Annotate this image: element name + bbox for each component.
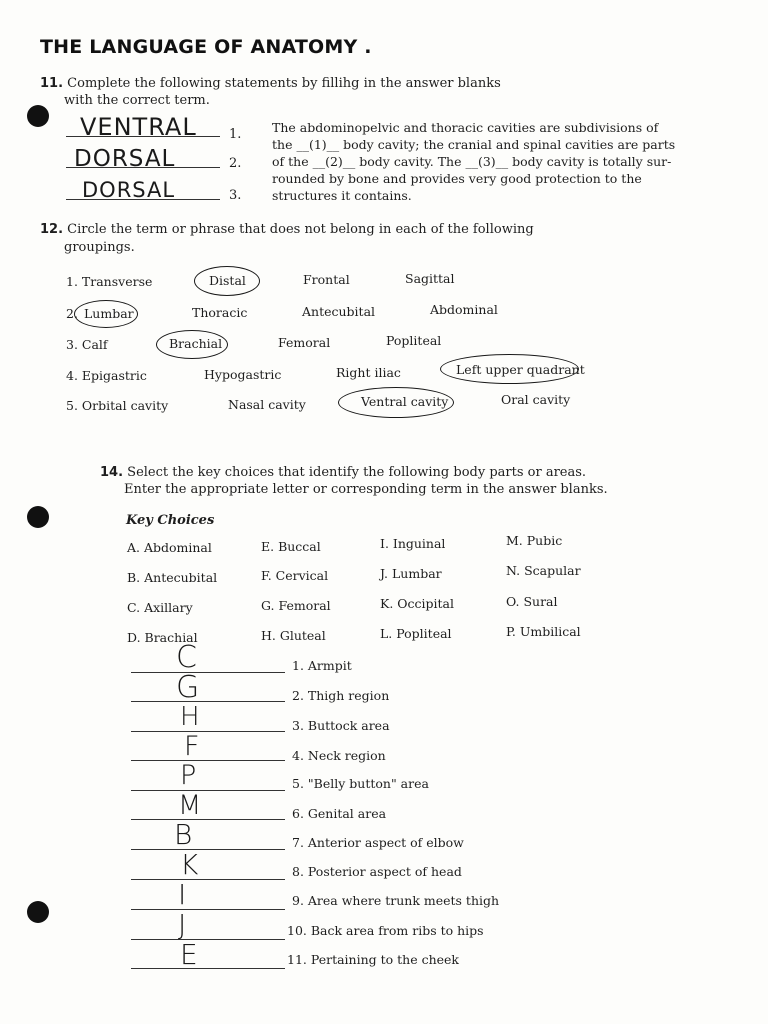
- q12-r5-c1: 5. Orbital cavity: [66, 398, 169, 413]
- q14-answer-line-2[interactable]: [131, 701, 285, 702]
- binder-hole-top: [27, 105, 49, 127]
- q14-answer-6: M: [178, 790, 203, 821]
- q12-r3-c3: Femoral: [278, 335, 331, 350]
- key-i: I. Inguinal: [380, 536, 446, 551]
- q12-r2-c3: Thoracic: [192, 305, 248, 320]
- key-m: M. Pubic: [506, 533, 563, 548]
- q14-item-text-2: 2. Thigh region: [292, 688, 390, 703]
- key-c: C. Axillary: [127, 600, 193, 615]
- key-e: E. Buccal: [261, 539, 321, 554]
- q11-answer-1: VENTRAL: [80, 113, 197, 141]
- key-j: J. Lumbar: [380, 566, 442, 581]
- q14-answer-10: J: [178, 908, 188, 941]
- key-choices-title: Key Choices: [126, 513, 215, 528]
- q14-item-text-1: 1. Armpit: [292, 658, 352, 673]
- page-title: THE LANGUAGE OF ANATOMY .: [40, 36, 372, 58]
- q14-item-text-8: 8. Posterior aspect of head: [292, 864, 462, 879]
- q14-item-text-3: 3. Buttock area: [292, 718, 390, 733]
- q12-r3-c1: 3. Calf: [66, 337, 108, 352]
- q11-text-3: of the __(2)__ body cavity. The __(3)__ body cavity is totally sur-: [272, 154, 672, 169]
- q14-answer-line-4[interactable]: [131, 760, 285, 761]
- q14-answer-line-7[interactable]: [131, 849, 285, 850]
- q12-r5-c4: Oral cavity: [501, 392, 571, 407]
- q11-num-2: 2.: [229, 156, 242, 171]
- q12-r4-c4: Left upper quadrant: [456, 362, 585, 377]
- q12-r5-c3: Ventral cavity: [361, 394, 449, 409]
- q12-r4-c1: 4. Epigastric: [66, 368, 147, 383]
- q12-r3-c4: Popliteal: [386, 333, 442, 348]
- q12-prompt-line2: groupings.: [64, 240, 135, 255]
- q14-item-text-9: 9. Area where trunk meets thigh: [292, 893, 500, 908]
- q12-r2-c1: 2.: [66, 306, 78, 321]
- q14-answer-line-11[interactable]: [131, 968, 285, 969]
- q11-text-5: structures it contains.: [272, 188, 412, 203]
- q11-answer-3: DORSAL: [82, 178, 176, 202]
- q14-answer-8: K: [180, 848, 200, 881]
- q14-answer-5: P: [180, 760, 198, 791]
- q12-r2-c5: Abdominal: [430, 302, 498, 317]
- q11-number: 11.: [40, 76, 64, 91]
- q12-r1-c1: 1. Transverse: [66, 274, 153, 289]
- q12-number: 12.: [40, 222, 64, 237]
- q12-r2-c4: Antecubital: [302, 304, 376, 319]
- q12-r1-c3: Frontal: [303, 272, 350, 287]
- binder-hole-bottom: [27, 901, 49, 923]
- q14-answer-line-6[interactable]: [131, 819, 285, 820]
- q11-text-4: rounded by bone and provides very good protection to the: [272, 171, 642, 186]
- q11-prompt-line1: 11. Complete the following statements by fillihg in the answer blanks: [40, 76, 501, 91]
- q14-answer-9: I: [178, 878, 188, 911]
- q14-answer-line-5[interactable]: [131, 790, 285, 791]
- key-a: A. Abdominal: [127, 540, 212, 555]
- q14-item-text-4: 4. Neck region: [292, 748, 386, 763]
- q14-answer-1: C: [176, 640, 198, 675]
- q14-item-text-6: 6. Genital area: [292, 806, 387, 821]
- q14-prompt-line1: 14. Select the key choices that identify the following body parts or areas.: [100, 465, 587, 480]
- q14-answer-3: H: [180, 702, 201, 732]
- key-n: N. Scapular: [506, 563, 581, 578]
- q11-num-3: 3.: [229, 188, 242, 203]
- key-d: D. Brachial: [127, 630, 198, 645]
- binder-hole-middle: [27, 506, 49, 528]
- key-k: K. Occipital: [380, 596, 455, 611]
- q14-item-text-10: 10. Back area from ribs to hips: [287, 923, 484, 938]
- key-l: L. Popliteal: [380, 626, 452, 641]
- q14-item-text-7: 7. Anterior aspect of elbow: [292, 835, 464, 850]
- key-b: B. Antecubital: [127, 570, 218, 585]
- q11-num-1: 1.: [229, 127, 242, 142]
- q11-text-2: the __(1)__ body cavity; the cranial and spinal cavities are parts: [272, 137, 676, 152]
- key-p: P. Umbilical: [506, 624, 581, 639]
- q14-number: 14.: [100, 465, 124, 480]
- q14-answer-4: F: [184, 731, 201, 762]
- q12-r1-c2: Distal: [209, 273, 246, 288]
- q12-prompt-line1: 12. Circle the term or phrase that does not belong in each of the following: [40, 222, 534, 237]
- q11-prompt-line2: with the correct term.: [64, 93, 210, 108]
- q11-answer-2: DORSAL: [74, 146, 176, 172]
- q12-r4-c3: Right iliac: [336, 365, 401, 380]
- q14-answer-line-1[interactable]: [131, 672, 285, 673]
- key-h: H. Gluteal: [261, 628, 326, 643]
- q14-answer-line-8[interactable]: [131, 879, 285, 880]
- q14-answer-line-3[interactable]: [131, 731, 285, 732]
- key-o: O. Sural: [506, 594, 558, 609]
- key-f: F. Cervical: [261, 568, 329, 583]
- q14-item-text-11: 11. Pertaining to the cheek: [287, 952, 460, 967]
- q14-answer-7: B: [174, 818, 194, 851]
- q12-r3-c2: Brachial: [169, 336, 223, 351]
- q14-prompt-line2: Enter the appropriate letter or corresponding term in the answer blanks.: [124, 482, 608, 497]
- q12-r1-c4: Sagittal: [405, 271, 455, 286]
- q14-answer-2: G: [176, 670, 201, 705]
- q14-item-text-5: 5. "Belly button" area: [292, 776, 429, 791]
- q14-answer-line-10[interactable]: [131, 939, 285, 940]
- key-g: G. Femoral: [261, 598, 331, 613]
- q14-answer-line-9[interactable]: [131, 909, 285, 910]
- q11-text-1: The abdominopelvic and thoracic cavities are subdivisions of: [272, 120, 659, 135]
- q14-answer-11: E: [180, 938, 199, 971]
- q12-r2-c2: Lumbar: [84, 306, 134, 321]
- q12-r4-c2: Hypogastric: [204, 367, 282, 382]
- q12-r5-c2: Nasal cavity: [228, 397, 306, 412]
